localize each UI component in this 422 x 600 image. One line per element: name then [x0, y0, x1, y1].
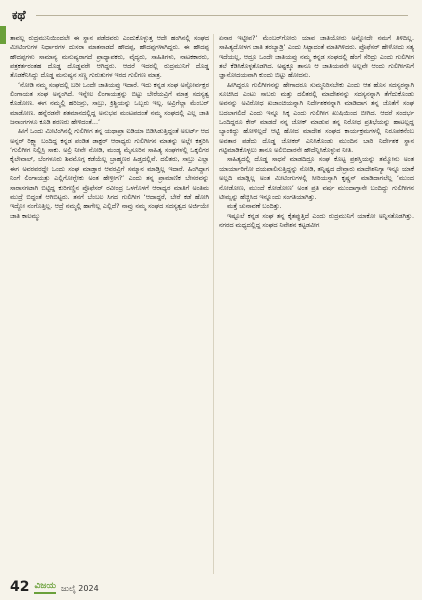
right-column	[219, 34, 414, 574]
paragraph: ಸಾಹಿತ್ಯದಲ್ಲಿ ದೊಡ್ಡ ಸಾಧನೆ ಮಾಡದಿದ್ರೂ ಸಂಘ ಕೊಟ್ಟ ಪ್ರಶಸ್ತಿಯನ್ನು ತಮ್ಮೋನು ಅಂತ ಯಾರ್ಯಾರಿಗೋ ದಯಪಾಲಿಸುತ್ತಿದ್ದನ್ನು ನೋಡಿ, ತನ್ನಿಷ್ಟದ ದೇವ್ರಾರು ಮಾದೇಶನಿಗ್ಯಾ ಇನ್ನೂ ಯಾಕೆ ಅಲ್ಲದಿ ಮಾಡ್ಲಿಲ್ಲ ಅಂತ ಮೀಟಿಂಗುಗಳಲ್ಲಿ ಸೀರಿಯಸ್ಸಾಗಿ ಕೃಷ್ಣನ್ ಮಾಡಿದಾಗಲೆಲ್ಲ ‘ಮುಂದ ನೋಡೋಣ, ಮುಂದೆ ಕೋಡೋಣ’ ಅಂತ ಪ್ರತಿ ವರ್ಷ ಮುಂದಾಗ್ತಾನೇ ಬಂದಿದ್ದು ಗುಲಿಗೀಗನ ಟೀಮ್ಸನ್ನು ಹೆಚ್ಚಿಸಿದ ಇನ್ನೂಂದು ಸಂಗತಿಯಾಗಿತ್ತು.	[219, 155, 414, 201]
paragraph: ಹೀಗಿದ್ದರೂ ಗುಲಿಗೀಗನನ್ನು ಹೇಗಾದರೂ ಸುಮ್ಮನಿರಿಸಬೇಕು ಎಂದು ಆತ ಹೊಸ ಸದಸ್ಯರನ್ನಾಗಿ ಸೂಚಿಸಿದ ಎಂಟು ಸಾಬರು ಮತ್ತು ದಲಿತರಲ್ಲಿ ಮಾದೇಶನನ್ನು ಸದಸ್ಯನನ್ನಾಗಿ ತೆಗೆದುಕೊಂಡು ಅವನನ್ನು ಅವಿರೋಧ ಖಜಾಂಚಿಯನ್ನಾಗಿ ನಿರ್ದೇಶಕನನ್ನಾಗಿ ಮಾಡಿದಾಗ ತನ್ನ ಜೊತೆಗೆ ಸಂಘ ಬದಲಾಗಲಿದೆ ಎಂದು ಇನ್ನೂ ಸಿಕ್ಕ ಎಂದು ಗುಲಿಗೀಗ ಖುಷಿಯಿಂದ ಬೀಗಿದ. ಆದರೆ ಸಂದರ್ಭ ಒಂದಿದ್ದರೂ ಕೇರ್ ಮಾಡದೆ ನನ್ನ ಜೋಕ್ ಮಾಡುವ ತನ್ನ ನಿರೋಧ ಪ್ರತಿಭೆಯನ್ನು ಹಾಟಲ್ಲದ್ದ ಬ್ಯಾಂಕಿದ್ದು ಹೋಳಿಲ್ಲದೆ ಆಟ್ಟಿ ಹೋದ ಮಾದೇಶ ಸಂಘದ ಕಾರ್ಯಕ್ರಮಗಳಲ್ಲಿ ನಿರೂಪಕನೆಂಬ ಅವತಾರ ಪಡೆದು ದೊಡ್ಡ ಜೋಕರ್ ಎನಿಸಿಕೊಂಡು ಮುಂದಿನ ಬಾರಿ ನಿರ್ದೇಶಕ ಸ್ಥಾನ ಗಟ್ಟಿಮಾಡಿಕೊಳ್ಳಲು ತಾನೂ ಅಲಿಬಿದಾರನೇ ಹೌದೆನ್ನಿಸಿಕೊಳ್ಳುವ ನೀತಿ.	[219, 80, 414, 155]
page-number: 42	[10, 579, 30, 595]
header-rule	[36, 15, 408, 16]
paragraph: ಮತ್ತೆ ಚುನಾವಣೆ ಬಂದಿತ್ತು.	[227, 202, 282, 211]
issue-date: ಜುಲೈ 2024	[60, 584, 99, 593]
paragraph: ಇಷ್ಟೂಲೆ ಕನ್ನಡ ಸಂಘ ತನ್ನ ಕೈತಪ್ಪುತ್ತಿದೆ ಎಂದು ರುದ್ರಮುನಿಗೆ ಯಾಕೋ ಅನ್ನಿಸತೊಡಗಿತ್ತು. ನಗರದ ಮಧ್ಯದಲ್ಲಿದ್ದ ಸಂಘದ ನಿವೇಶನ ಕಟ್ಟಡವೀಗ	[219, 211, 414, 229]
magazine-logo: ವಿಜಯ	[34, 581, 56, 594]
paragraph: ಏನಾರ ಇಟ್ಟೀವ?’ ಮೆಂಬರ್‌ಗೋರು ಯಾವ ಜಾತಿಯೋರು ಅನ್ನೋದೇ ನಮಗೆ ತಿಳಿದಿಲ್ಲ. ಸಾಹಿತ್ಯದೋಳಗ ಜಾತಿ ತರಬ್ಯಾಡ್ರಿ’ ಎಂದು ಸಿಟ್ಟಾದಂತೆ ಮಾತಿಗಿಳಿದರು. ಪ್ರೊಫೆಸರ್ ಹೇಳೋದು ಸತ್ಯ ಇದೆಯಲ್ಲ, ಆದ್ರೂ ಒಂದೇ ಜಾತಿಯವ್ರು ನಮ್ಮ ಕನ್ನಡ ಸಂಘದಲ್ಲಿ ಹೆಂಗೆ ಸೆರಿದ್ರು ಎಂದು ಗುಲಿಗೀಗ ತಲೆ ಕೆಡಿಸಿಕೊಳ್ಳತೊಡಗಿದ. ಅಷ್ಟಕ್ಕೂ ತಾನೂ ಆ ಜಾತಿಯವನೇ ಅಲ್ಲವೇ ಆಂದು ಗುಲಿಗೀಗನಿಗೆ ಜ್ಞಾನೋದಯವಾಗಿ ಕುಂದು ಬಿಟ್ಟು ಹೋದನು.	[219, 34, 414, 80]
left-column	[10, 34, 209, 574]
section-title: ಕಥೆ	[12, 8, 26, 22]
column-divider	[213, 34, 214, 574]
green-accent-bar	[0, 26, 6, 44]
paragraph: ‘ನೋಡಿ ನಮ್ಮ ಸಂಘದಲ್ಲಿ ಬರೀ ಒಂದೇ ಜಾತಿಯವ್ರು ಇದಾರೆ. ಇದು ಕನ್ನಡ ಸಂಘ ಅಸ್ಪೋರ್ವಕ್ಷರ ಲಿಂಗಾಯತ ಸಂಘ ಅನ್ನಂಗಿದೆ. ಇನ್ನೇಲ ಲಿಂಗಾಯತ್ರನ್ನು ಬಿಟ್ಟು ಬೇರೆಯವ್ರಿಗೆ ಮಾತ್ರ ಸದಸ್ಯತ್ವ ಕೊಡೋಣ. ಈಗ ನಮ್ಮಲ್ಲಿ ಹರಿಜನ್ರು, ಸಾಬ್ರು, ಕ್ರಿಶ್ಚಿಯನ್ನು ಒಬ್ಬರು ಇಲ್ಲ. ಅವ್ರಿಗೆಲ್ಲಾ ಮೆಂಬರ್ ಮಾಡೋಣ. ಹನ್ನೆರಡನೇ ಶತಮಾನದಲ್ಲಿದ್ದ ಅನುಭವ ಮಂಟಪದಂತೆ ನಮ್ಮ ಸಂಘದಲ್ಲಿ ಎಲ್ಲ ಜಾತಿ ಜನಾಂಗಗಳೂ ಕೂಡಿ ಶರಣರು ಹೇಳಿದಂತೆ...’	[10, 80, 209, 127]
paragraph: ಹೀಗೆ ಒಂದು ಮೀಟಿಂಗಿನಲ್ಲಿ ಗುಲಿಗೀಗ ತನ್ನ ಯಥಾಪ್ರಾ ಐಡಿಯಾ ಬಿಡಿಸಿಡುತ್ತಿದ್ದಂತೆ ಅಲರ್ಟ್ ಆದ ಅನ್ನರ್ ರಿಕ್ಷ್ವಾ ಬಂದಿದ್ದ ಕನ್ನಡ ಪಂಡಿತ ಡಾಕ್ಟರ್ ಆರಾಧ್ಯರು ಗುಲಿಗೀಗನ ಮಾತನ್ನು ಅಲ್ಲೇ ಕತ್ತರಿಸಿ ‘ಗುಲಿಗೀಗ ನಿಲ್ಲಿಸ್ರಿ ಸಾಕು. ಅಲ್ರಿ ನೀವೇ ನೋಡಿ, ಮಂಡ್ಯ ಮೈಸೂರಿನ ಸಾಹಿತ್ಯ ಸಂಘಗಳಲ್ಲಿ ಒಕ್ಕಲಿಗರ ಕೈಲೇವಾಲ್, ಬೆಂಗಳೂರು ಶಿವಮೊಗ್ಗ ಕಡೆಯೆಲ್ಲ ಬ್ರಾಹ್ಮಣರ ಹಿಡ್ತದಲ್ಲಿವೆ. ದಲಿತರು, ಸಾಬ್ರು ಎಲ್ಲಾ ಈಗ ಅವರವರದ್ದೇ ಒಂದು ಸಂಘ ಮಾಡ್ತಾರ ಆವರವ್ರಿಗೆ ಸಮ್ಮಾನ ಮಾಡ್ತಿಲ್ಲ ಇದಾರೆ. ಹಿಂಗಿದ್ದಾಗ ನಿಂಗೆ ಲಿಂಗಾಯತ್ರು ಎಲ್ಲಿಗೋಗ್ಬೇಕು ಅಂತ ಹೇಳ್ರೀಗ?’ ಎಂದು ತನ್ನ ಪ್ರಾಮಾಣಿಕ ಬೇಸರವನ್ನು ಸಾರಾಸಗಟಾಗಿ ಬಿಟ್ಟಿದ್ದ ಕುರಿಗಣ್ಣಿನ ಪ್ರೊಫೆಸರ್ ರವೀಂದ್ರ ಒಳಗೊಳಗೆ ಆರಾಧ್ಯರ ಮಾತಿಗೆ ಅಂತಿಮ ಮುದ್ರೆ ಬಿದ್ದಂತೆ ಆಗಿಬಿಟ್ಟರು. ತನಗೆ ಬೆಂಬಲ ಸಿಗದ ಗುಲಿಗೀಗ ‘ಆದಾದ್ದರೆ, ಬೇರೆ ಕಡೆ ಹೋಗಿ ಇದ್ದೋ ನಂಗೊತ್ತಿಲ್ಲ. ಆದ್ರೆ ನಮ್ಮಲ್ಲಿ ಹಾಗೇಲ್ಲ ಎಲ್ಲಿದೆ? ನಾವ್ರು ನಮ್ಮ ಸಂಘದ ಸದಸ್ಯತ್ವದ ಅರ್ಜಿಯೇ ಜಾತಿ ಕಾಲಮ್ಮು	[10, 127, 209, 220]
paragraph: ತಾವಲ್ಲ ರುದ್ರಮುನಿಯಿಂದಲೇ ಈ ಸ್ಥಾನ ಪಡೆದವರು ಎಂದುಕೊಳ್ಳುತ್ತ ಆದೇ ಹಂಗಿನಲ್ಲಿ ಸಂಘದ ಮೀಟಿಂಗುಗಳ ನಿರ್ಧಾರಗಳ ದುಸರಾ ಮಾತನಾಡದೆ ಹೌದಪ್ಪ, ಹೌದಪ್ಪಗಳಾಗಿದ್ದರು. ಈ ಹೌದಪ್ಪ ಹೌದಪ್ಪಗಳು ಸಾಮಾನ್ಯ ಮನುಷ್ಯರಾಗದೆ ಪ್ರಾಧ್ಯಾಪಕರು, ವೈದ್ಯರು, ಸಾಹಿತಿಗಳು, ನಾಟಕಕಾರರು, ಪತ್ರಕರ್ತರಂತಹ ದೊಡ್ಡ ದೊಡ್ಡವರೇ ಆಗಿದ್ದರು. ಆದರೆ ಇದರಲ್ಲಿ ರುದ್ರಮುನಿಗೆ ದೊಡ್ಡ ತೊಡಕೆನಿಸಿದ್ದು ದೊಡ್ಡ ಮನುಷ್ಯನ ಸಣ್ಣ ಗುರುತುಗಳ ಇರದ ಗುಲಿಗಣ ಮಾತ್ರ.	[10, 34, 209, 80]
page-footer	[10, 578, 99, 594]
